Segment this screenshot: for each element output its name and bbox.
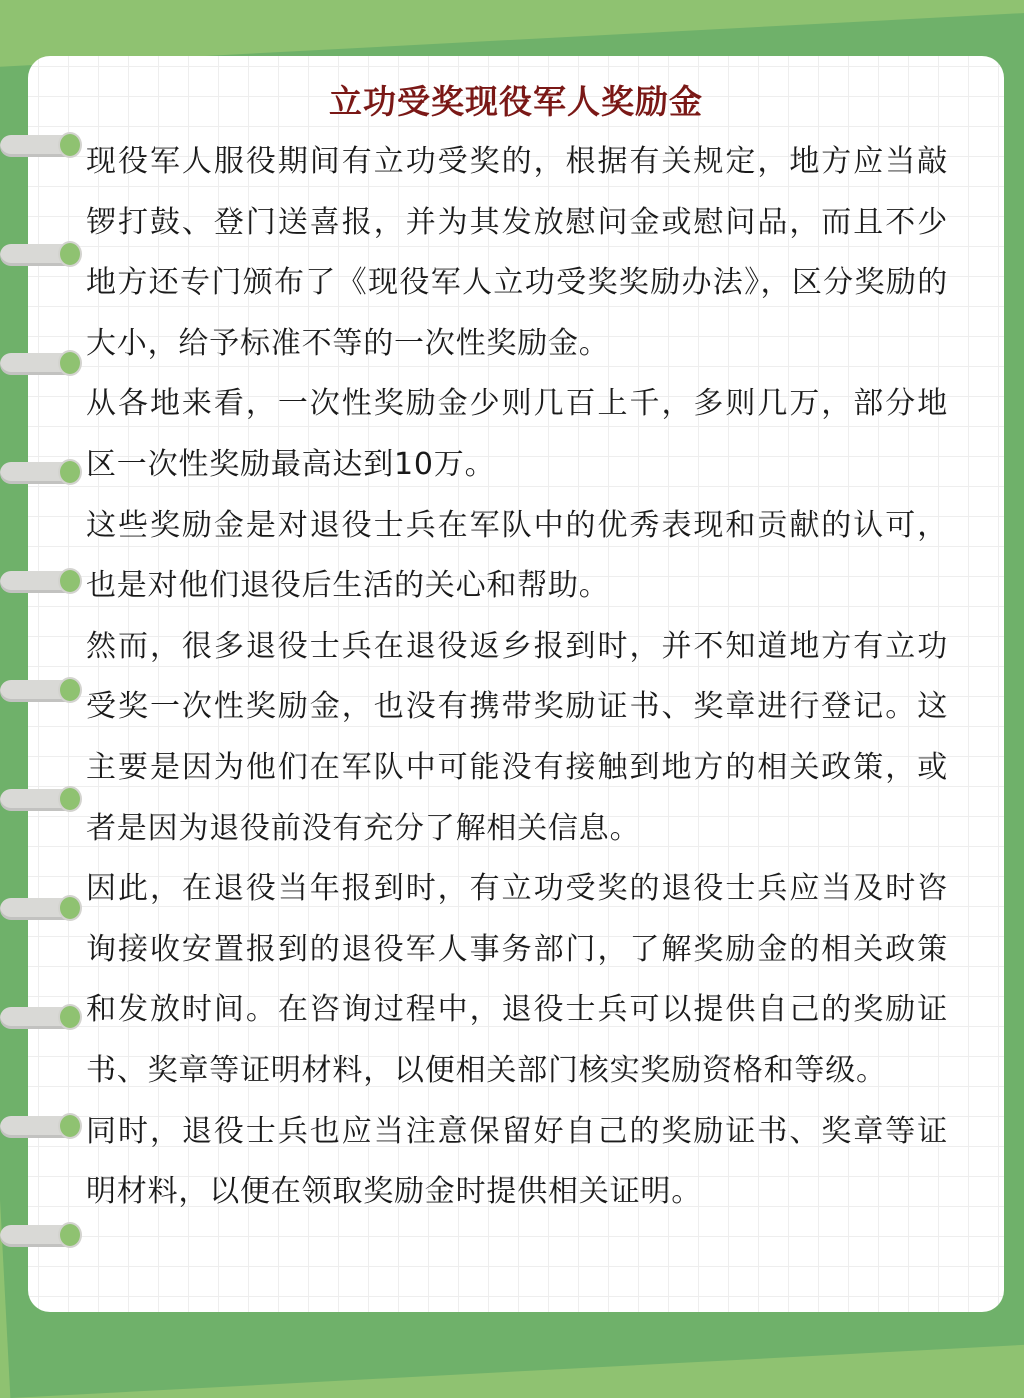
- binder-ring-icon: [0, 785, 82, 815]
- binder-ring-icon: [0, 240, 82, 270]
- paragraph: 这些奖励金是对退役士兵在军队中的优秀表现和贡献的认可，也是对他们退役后生活的关心和帮助。: [86, 507, 948, 604]
- binder-ring-icon: [0, 458, 82, 488]
- binder-ring-icon: [0, 676, 82, 706]
- article-body: [86, 132, 948, 1223]
- paragraph: 从各地来看，一次性奖励金少则几百上千，多则几万，部分地区一次性奖励最高达到10万。: [86, 386, 948, 482]
- binder-ring-icon: [0, 1112, 82, 1142]
- page-title: 立功受奖现役军人奖励金: [329, 82, 703, 121]
- binder-ring-icon: [0, 1221, 82, 1251]
- binder-ring-icon: [0, 567, 82, 597]
- binder-ring-icon: [0, 349, 82, 379]
- paragraph: 然而，很多退役士兵在退役返乡报到时，并不知道地方有立功受奖一次性奖励金，也没有携带奖励证书、奖章进行登记。这主要是因为他们在军队中可能没有接触到地方的相关政策，或者是因为退役前没有充分了解相关信息。: [86, 628, 948, 846]
- binder-ring-icon: [0, 1003, 82, 1033]
- paragraph: 同时，退役士兵也应当注意保留好自己的奖励证书、奖章等证明材料，以便在领取奖励金时提供相关证明。: [86, 1113, 948, 1210]
- paragraph: 现役军人服役期间有立功受奖的，根据有关规定，地方应当敲锣打鼓、登门送喜报，并为其发放慰问金或慰问品，而且不少地方还专门颁布了《现役军人立功受奖奖励办法》，区分奖励的大小，给予标准不等的一次性奖励金。: [86, 144, 948, 361]
- paragraph: 因此，在退役当年报到时，有立功受奖的退役士兵应当及时咨询接收安置报到的退役军人事务部门，了解奖励金的相关政策和发放时间。在咨询过程中，退役士兵可以提供自己的奖励证书、奖章等证明材料，以便相关部门核实奖励资格和等级。: [86, 871, 948, 1088]
- binder-ring-icon: [0, 131, 82, 161]
- binder-ring-icon: [0, 894, 82, 924]
